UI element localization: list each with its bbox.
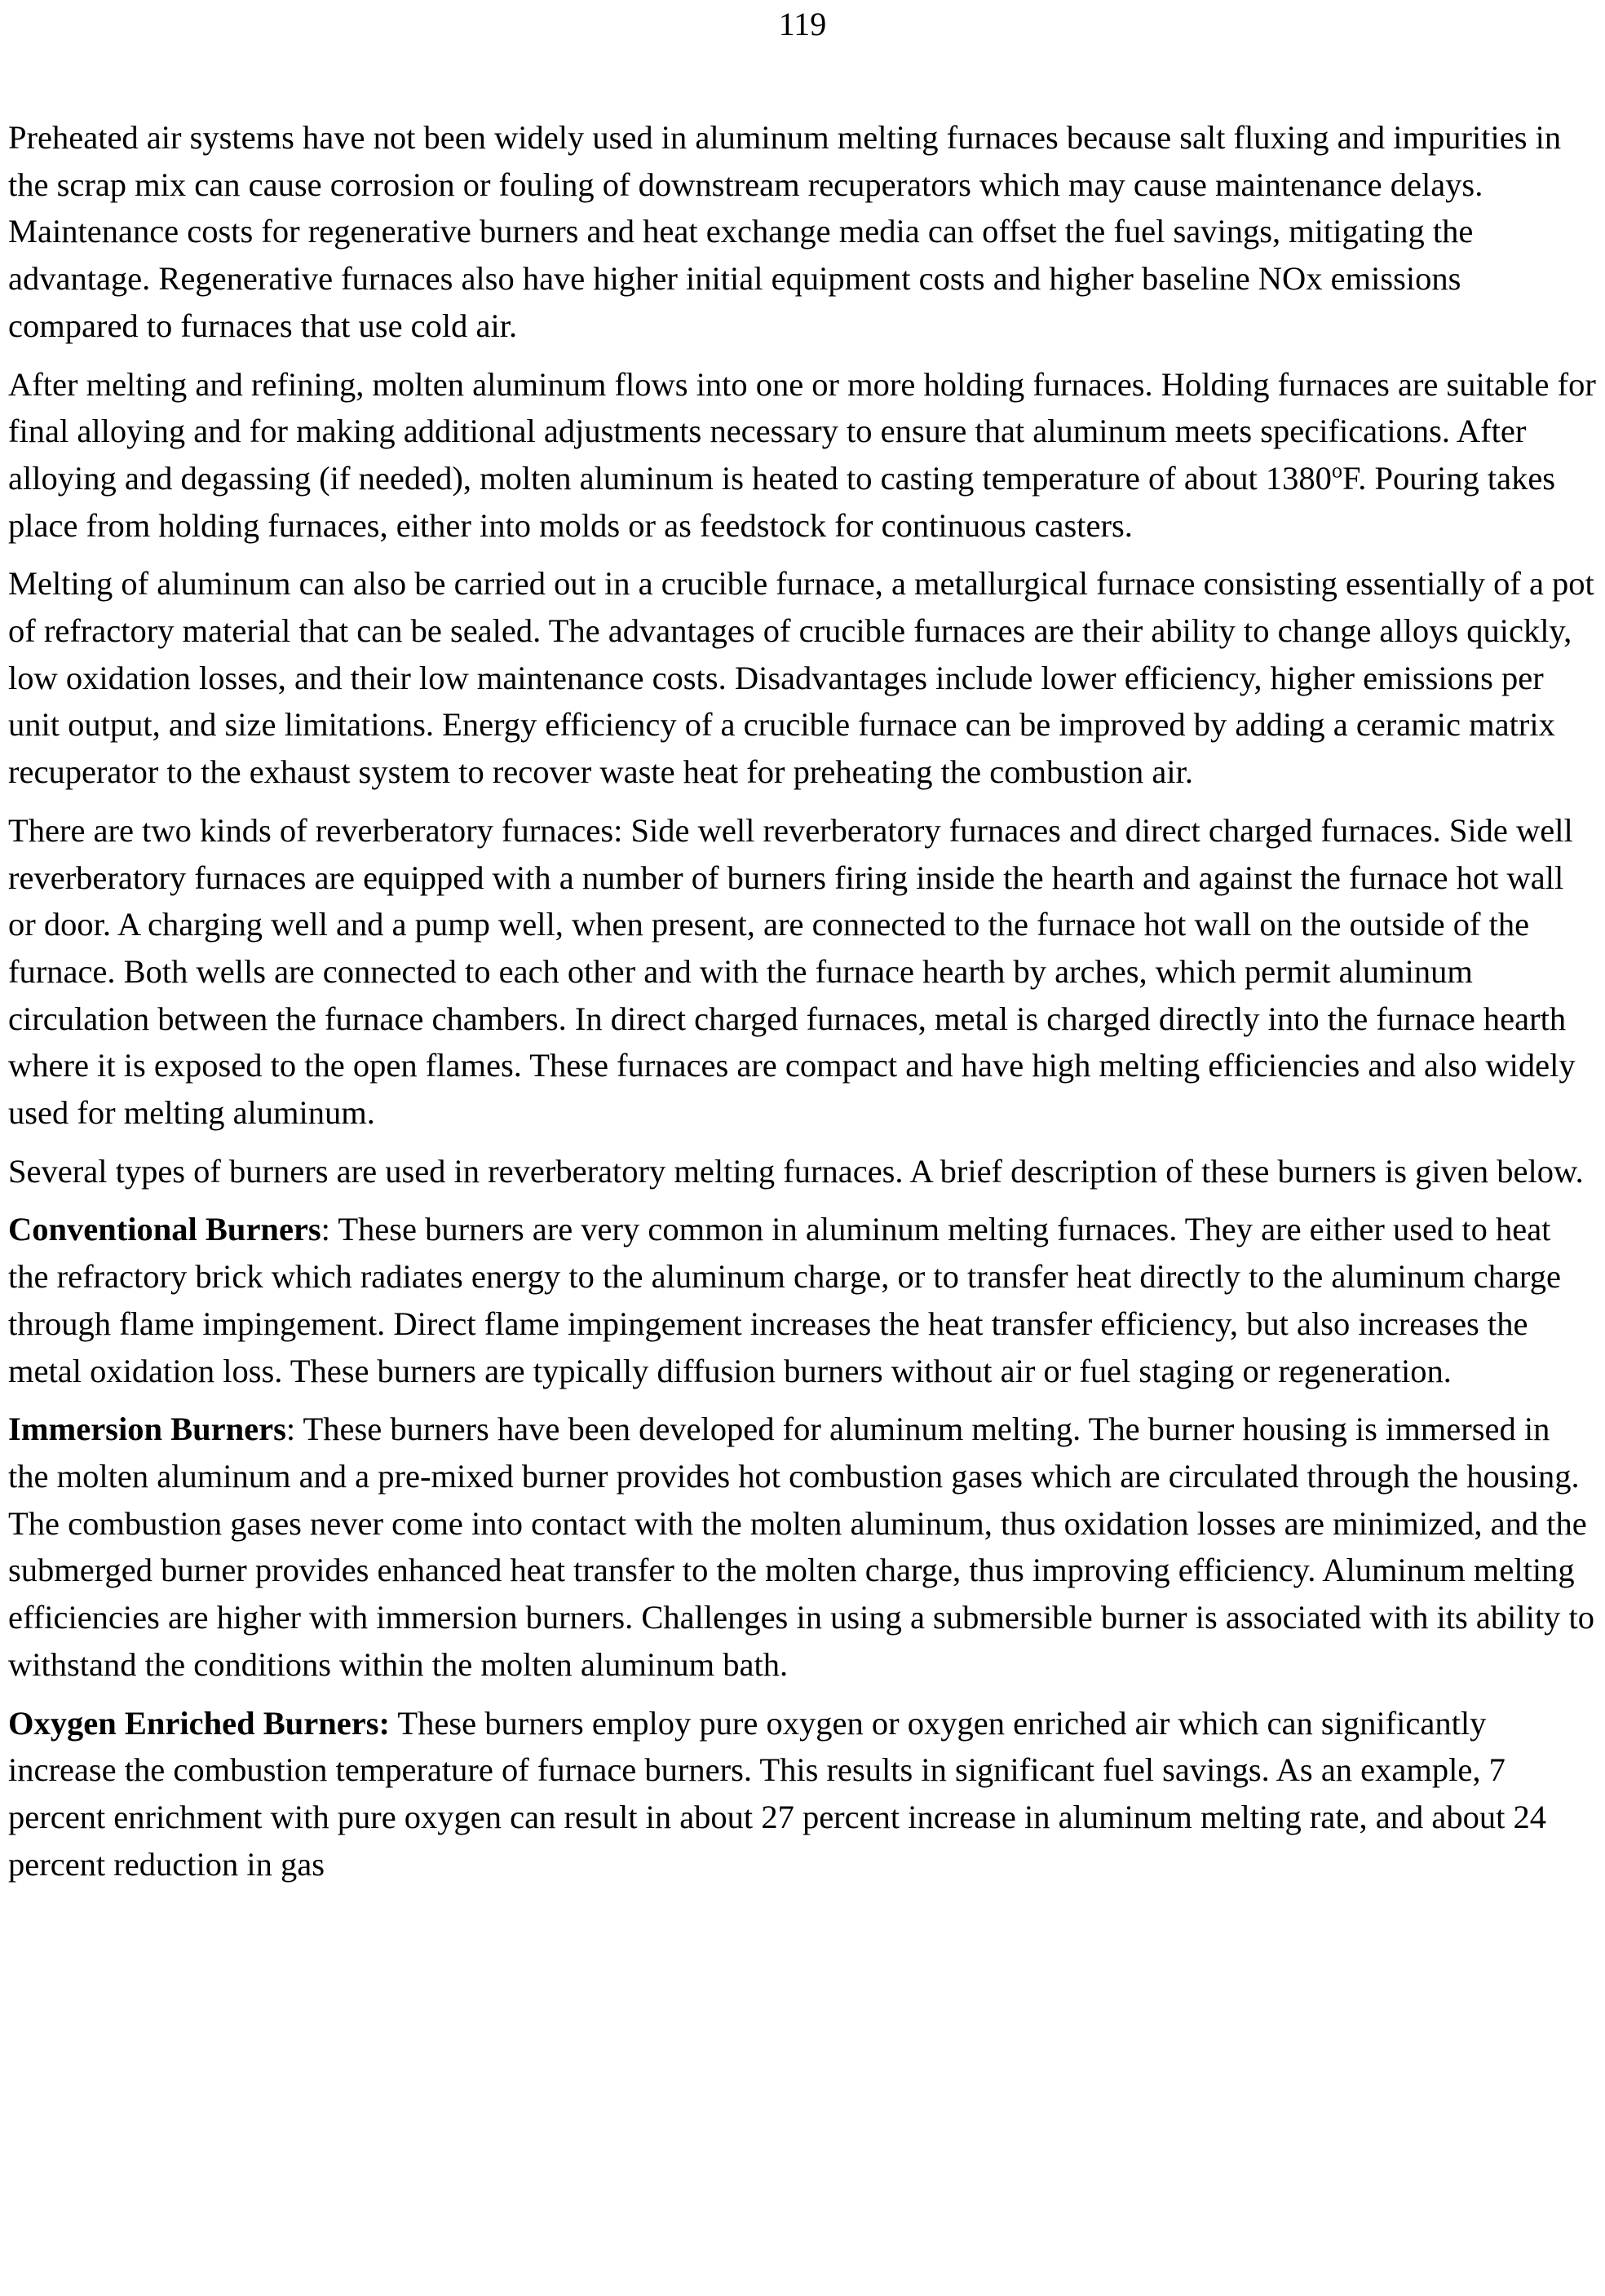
holding-furnaces-text: After melting and refining, molten aluminum flows into one or more holding furnaces. Holding furnaces are suitable for final alloying and for making additional adjustments necessary to ensure that aluminum meets specifications. After alloying and degassing (if needed), molten aluminum is heated to casting temperature of about 1380 [8, 365, 1596, 497]
degree-superscript: o [1331, 458, 1342, 483]
holding-furnaces-text-end: F. Pouring takes place from holding furnaces, either into molds or as feedstock for continuous casters. [8, 459, 1556, 544]
immersion-burners-text: : These burners have been developed for aluminum melting. The burner housing is immersed in the molten aluminum and a pre-mixed burner provides hot combustion gases which are circulated through the housing. The combustion gases never come into contact with the molten aluminum, thus oxidation losses are minimized, and the submerged burner provides enhanced heat transfer to the molten charge, thus improving efficiency. Aluminum melting efficiencies are higher with immersion burners. Challenges in using a submersible burner is associated with its ability to withstand the conditions within the molten aluminum bath. [8, 1411, 1595, 1683]
oxygen-enriched-burners-heading: Oxygen Enriched Burners: [8, 1704, 391, 1742]
body-text [8, 114, 1597, 1899]
paragraph-reverberatory-furnaces: There are two kinds of reverberatory furnaces: Side well reverberatory furnaces and direct charged furnaces. Side well reverberatory furnaces are equipped with a number of burners firing inside the hearth and against the furnace hot wall or door. A charging well and a pump well, when present, are connected to the furnace hot wall on the outside of the furnace. Both wells are connected to each other and with the furnace hearth by arches, which permit aluminum circulation between the furnace chambers. In direct charged furnaces, metal is charged directly into the furnace hearth where it is exposed to the open flames. These furnaces are compact and have high melting efficiencies and also widely used for melting aluminum. [8, 811, 1576, 1132]
paragraph-preheated-air: Preheated air systems have not been widely used in aluminum melting furnaces because salt fluxing and impurities in the scrap mix can cause corrosion or fouling of downstream recuperators which may cause maintenance delays. Maintenance costs for regenerative burners and heat exchange media can offset the fuel savings, mitigating the advantage. Regenerative furnaces also have higher initial equipment costs and higher baseline NOx emissions compared to furnaces that use cold air. [8, 119, 1562, 344]
paragraph-conventional-burners [8, 1206, 1597, 1394]
paragraph-burner-types: Several types of burners are used in reverberatory melting furnaces. A brief description of these burners is given below. [8, 1152, 1584, 1190]
paragraph-holding-furnaces [8, 361, 1597, 550]
paragraph-crucible-furnace: Melting of aluminum can also be carried out in a crucible furnace, a metallurgical furnace consisting essentially of a pot of refractory material that can be sealed. The advantages of crucible furnaces are their ability to change alloys quickly, low oxidation losses, and their low maintenance costs. Disadvantages include lower efficiency, higher emissions per unit output, and size limitations. Energy efficiency of a crucible furnace can be improved by adding a ceramic matrix recuperator to the exhaust system to recover waste heat for preheating the combustion air. [8, 565, 1594, 791]
conventional-burners-heading: Conventional Burners [8, 1211, 321, 1248]
paragraph-immersion-burners [8, 1406, 1597, 1688]
paragraph-oxygen-enriched-burners [8, 1700, 1597, 1888]
conventional-burners-text: : These burners are very common in aluminum melting furnaces. They are either used to heat the refractory brick which radiates energy to the aluminum charge, or to transfer heat directly to the aluminum charge through flame impingement. Direct flame impingement increases the heat transfer efficiency, but also increases the metal oxidation loss. These burners are typically diffusion burners without air or fuel staging or regeneration. [8, 1211, 1561, 1389]
immersion-burners-heading: Immersion Burners [8, 1411, 286, 1448]
oxygen-enriched-burners-text: These burners employ pure oxygen or oxygen enriched air which can significantly increase the combustion temperature of furnace burners. This results in significant fuel savings. As an example, 7 percent enrichment with pure oxygen can result in about 27 percent increase in aluminum melting rate, and about 24 percent reduction in gas [8, 1704, 1546, 1883]
page-number: 119 [778, 6, 827, 42]
